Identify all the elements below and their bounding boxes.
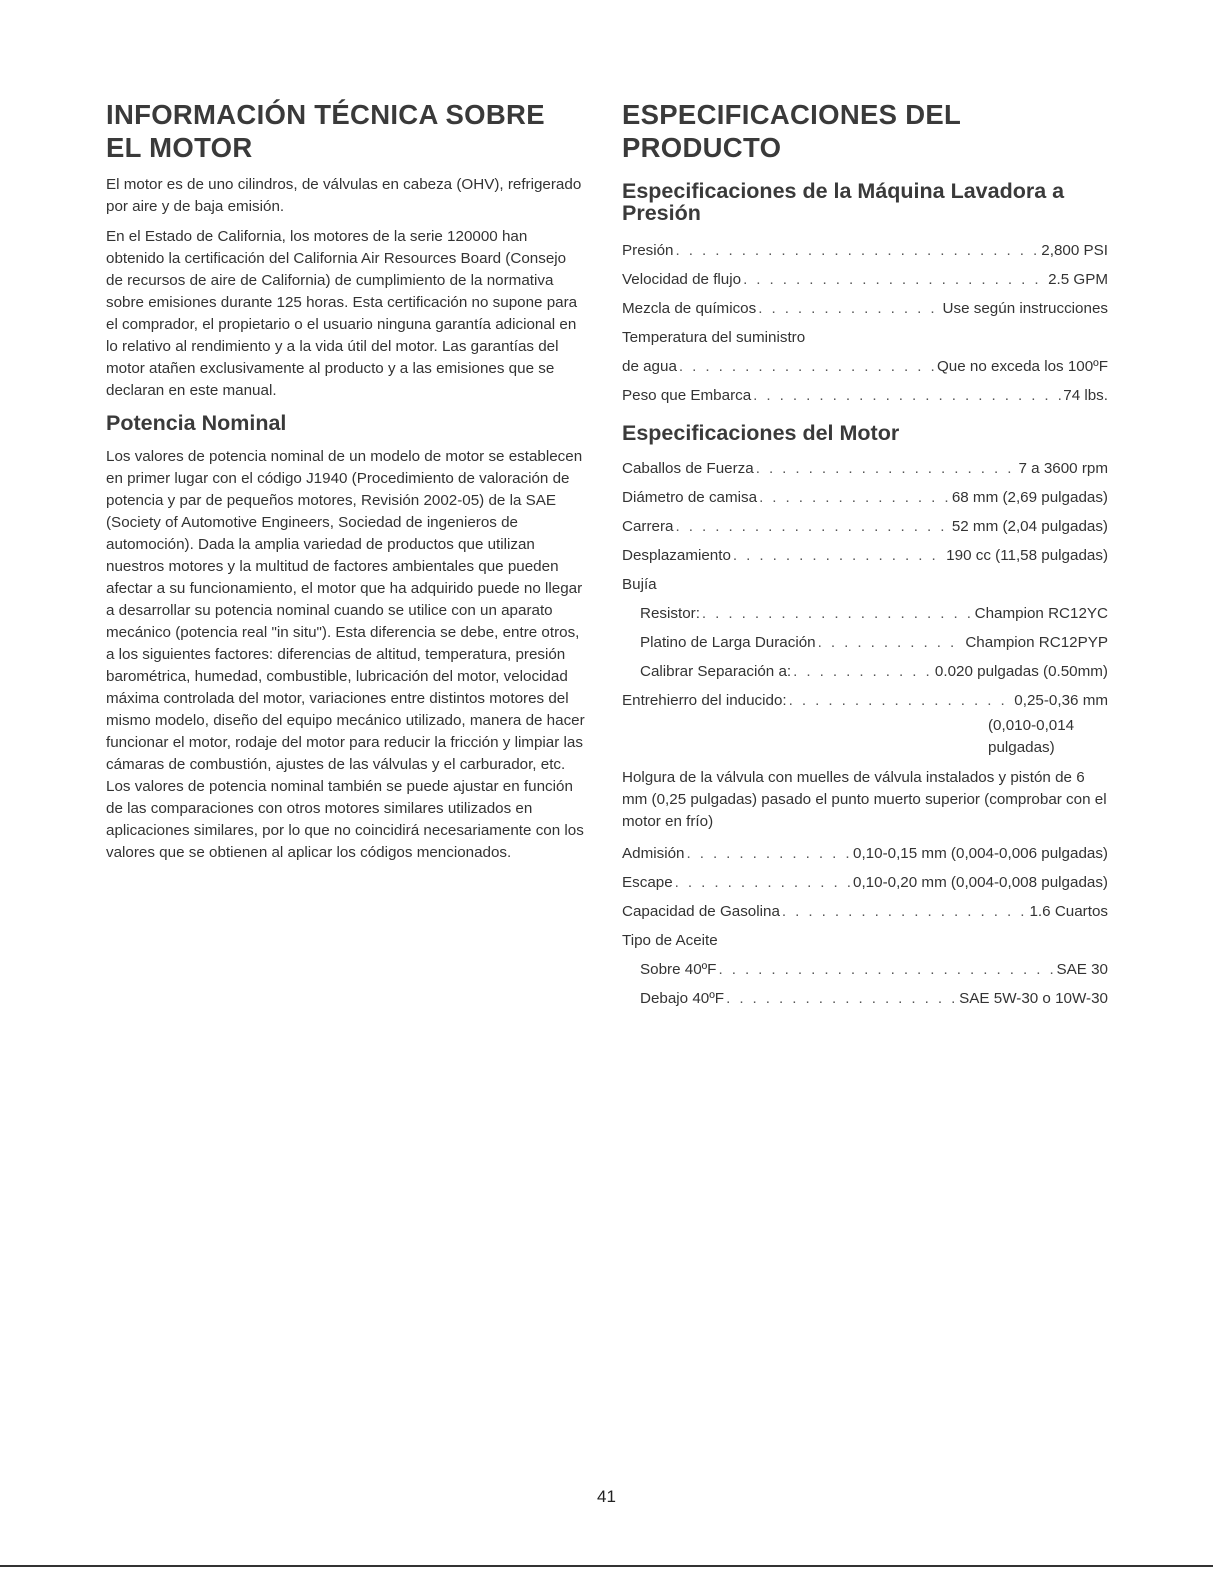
dot-leader bbox=[686, 839, 851, 868]
spec-label: Entrehierro del inducido: bbox=[622, 692, 787, 709]
dot-leader bbox=[679, 352, 935, 381]
spec-value: Use según instrucciones bbox=[942, 300, 1108, 317]
dot-leader bbox=[759, 483, 950, 512]
product-specs-title: ESPECIFICACIONES DEL PRODUCTO bbox=[622, 99, 961, 163]
spec-label: de agua bbox=[622, 358, 677, 375]
potencia-nominal-heading: Potencia Nominal bbox=[106, 411, 287, 435]
spec-value: SAE 30 bbox=[1056, 961, 1108, 978]
spec-row-desplazamiento bbox=[622, 541, 1108, 570]
spec-row-peso bbox=[622, 381, 1108, 410]
spec-row-presion bbox=[622, 236, 1108, 265]
left-column bbox=[106, 98, 586, 872]
spec-label: Desplazamiento bbox=[622, 547, 731, 564]
spec-value: 7 a 3600 rpm bbox=[1018, 460, 1108, 477]
spec-label: Platino de Larga Duración bbox=[640, 634, 816, 651]
spec-value: SAE 5W-30 o 10W-30 bbox=[959, 990, 1108, 1007]
spec-value: 0.020 pulgadas (0.50mm) bbox=[934, 663, 1108, 680]
dot-leader bbox=[793, 657, 933, 686]
spec-label: Caballos de Fuerza bbox=[622, 460, 754, 477]
dot-leader bbox=[733, 541, 944, 570]
spec-value: 190 cc (11,58 pulgadas) bbox=[946, 547, 1108, 564]
entrehierro-value-continued: (0,010-0,014 pulgadas) bbox=[988, 717, 1075, 756]
spec-value: Champion RC12YC bbox=[974, 605, 1108, 622]
motor-info-title: INFORMACIÓN TÉCNICA SOBRE EL MOTOR bbox=[106, 99, 545, 163]
spec-label: Sobre 40ºF bbox=[640, 961, 717, 978]
dot-leader bbox=[818, 628, 964, 657]
spec-row-admision bbox=[622, 839, 1108, 868]
dot-leader bbox=[718, 955, 1054, 984]
spec-label: Presión bbox=[622, 242, 674, 259]
spec-row-carrera bbox=[622, 512, 1108, 541]
page-number: 41 bbox=[597, 1487, 616, 1506]
spec-label: Mezcla de químicos bbox=[622, 300, 757, 317]
spec-label: Carrera bbox=[622, 518, 674, 535]
dot-leader bbox=[758, 294, 940, 323]
dot-leader bbox=[789, 686, 1013, 715]
spec-value: 0,10-0,15 mm (0,004-0,006 pulgadas) bbox=[853, 845, 1108, 862]
motor-intro-paragraph: El motor es de uno cilindros, de válvulas en cabeza (OHV), refrigerado por aire y de baja emisión. bbox=[106, 176, 582, 215]
dot-leader bbox=[675, 512, 949, 541]
dot-leader bbox=[743, 265, 1046, 294]
spec-value: 0,25-0,36 mm bbox=[1014, 692, 1108, 709]
spec-row-caballos bbox=[622, 454, 1108, 483]
spec-row-sobre-40f bbox=[640, 955, 1108, 984]
spec-value: 2,800 PSI bbox=[1041, 242, 1108, 259]
spec-row-agua bbox=[622, 352, 1108, 381]
spec-value: Champion RC12PYP bbox=[965, 634, 1108, 651]
california-paragraph: En el Estado de California, los motores de la serie 120000 han obtenido la certificación del California Air Resources Board (Consejo de recursos de aire de California) de cumplimiento de la normativa sobre emisiones durante 125 horas. Esta certificación no supone para el comprador, el propietario o el usuario ninguna garantía adicional en lo relativo al rendimiento y a la vida útil del motor. Las garantías del motor atañen exclusivamente al producto y a las emisiones que se declaran en este manual. bbox=[106, 228, 578, 399]
spec-row-entrehierro bbox=[622, 686, 1108, 715]
spec-label: Capacidad de Gasolina bbox=[622, 903, 780, 920]
water-temp-label: Temperatura del suministro bbox=[622, 329, 806, 346]
spec-label: Admisión bbox=[622, 845, 685, 862]
spec-row-separacion bbox=[640, 657, 1108, 686]
potencia-nominal-paragraph: Los valores de potencia nominal de un modelo de motor se establecen en primer lugar con el código J1940 (Procedimiento de valoración de potencia y par de pequeños motores, Revisión 2002-05) de la SAE (Society of Automotive Engineers, Sociedad de ingenieros de automoción). Dada la amplia variedad de productos que utilizan nuestros motores y la multitud de factores ambientales que pueden afectar a su funcionamiento, el motor que ha adquirido puede no llegar a desarrollar su potencia nominal cuando se utilice con un aparato mecánico (potencia real "in situ"). Esta diferencia se debe, entre otros, a los siguientes factores: diferencias de altitud, temperatura, presión barométrica, humedad, combustible, lubricación del motor, velocidad máxima controlada del motor, variaciones entre distintos motores del mismo modelo, diseño del equipo mecánico utilizado, manera de hacer funcionar el motor, rodaje del motor para reducir la fricción y limpiar las cámaras de combustión, ajustes de las válvulas y el carburador, etc. Los valores de potencia nominal también se puede ajustar en función de las comparaciones con otros motores similares utilizados en aplicaciones similares, por lo que no coincidirá necesariamente con los valores que se obtienen al aplicar los códigos mencionados. bbox=[106, 448, 585, 861]
spec-row-gasolina bbox=[622, 897, 1108, 926]
spec-row-quimicos bbox=[622, 294, 1108, 323]
spec-label: Calibrar Separación a: bbox=[640, 663, 792, 680]
dot-leader bbox=[782, 897, 1028, 926]
spec-row-flujo bbox=[622, 265, 1108, 294]
spec-row-diametro bbox=[622, 483, 1108, 512]
spec-label: Resistor: bbox=[640, 605, 700, 622]
dot-leader bbox=[753, 381, 1061, 410]
motor-specs-heading: Especificaciones del Motor bbox=[622, 421, 900, 445]
holgura-paragraph: Holgura de la válvula con muelles de válvula instalados y pistón de 6 mm (0,25 pulgadas) pasado el punto muerto superior (comprobar con el motor en frío) bbox=[622, 769, 1107, 830]
spec-value: 2.5 GPM bbox=[1048, 271, 1108, 288]
spec-value: 74 lbs. bbox=[1063, 387, 1108, 404]
dot-leader bbox=[675, 868, 851, 897]
dot-leader bbox=[726, 984, 957, 1013]
spec-label: Escape bbox=[622, 874, 673, 891]
right-column bbox=[622, 98, 1108, 1013]
dot-leader bbox=[756, 454, 1017, 483]
spec-label: Velocidad de flujo bbox=[622, 271, 742, 288]
spec-value: 68 mm (2,69 pulgadas) bbox=[951, 489, 1108, 506]
spec-row-resistor bbox=[640, 599, 1108, 628]
spec-row-escape bbox=[622, 868, 1108, 897]
aceite-label: Tipo de Aceite bbox=[622, 932, 718, 949]
spec-value: 0,10-0,20 mm (0,004-0,008 pulgadas) bbox=[853, 874, 1108, 891]
spec-label: Diámetro de camisa bbox=[622, 489, 758, 506]
spec-value: Que no exceda los 100ºF bbox=[936, 358, 1108, 375]
spec-value: 52 mm (2,04 pulgadas) bbox=[951, 518, 1108, 535]
spec-row-platino bbox=[640, 628, 1108, 657]
spec-label: Peso que Embarca bbox=[622, 387, 752, 404]
dot-leader bbox=[702, 599, 973, 628]
spec-value: 1.6 Cuartos bbox=[1029, 903, 1108, 920]
page-bottom-rule bbox=[0, 1565, 1213, 1567]
spec-row-debajo-40f bbox=[640, 984, 1108, 1013]
dot-leader bbox=[676, 236, 1040, 265]
bujia-label: Bujía bbox=[622, 576, 657, 593]
washer-specs-heading: Especificaciones de la Máquina Lavadora a Presión bbox=[622, 179, 1065, 225]
spec-label: Debajo 40ºF bbox=[640, 990, 725, 1007]
